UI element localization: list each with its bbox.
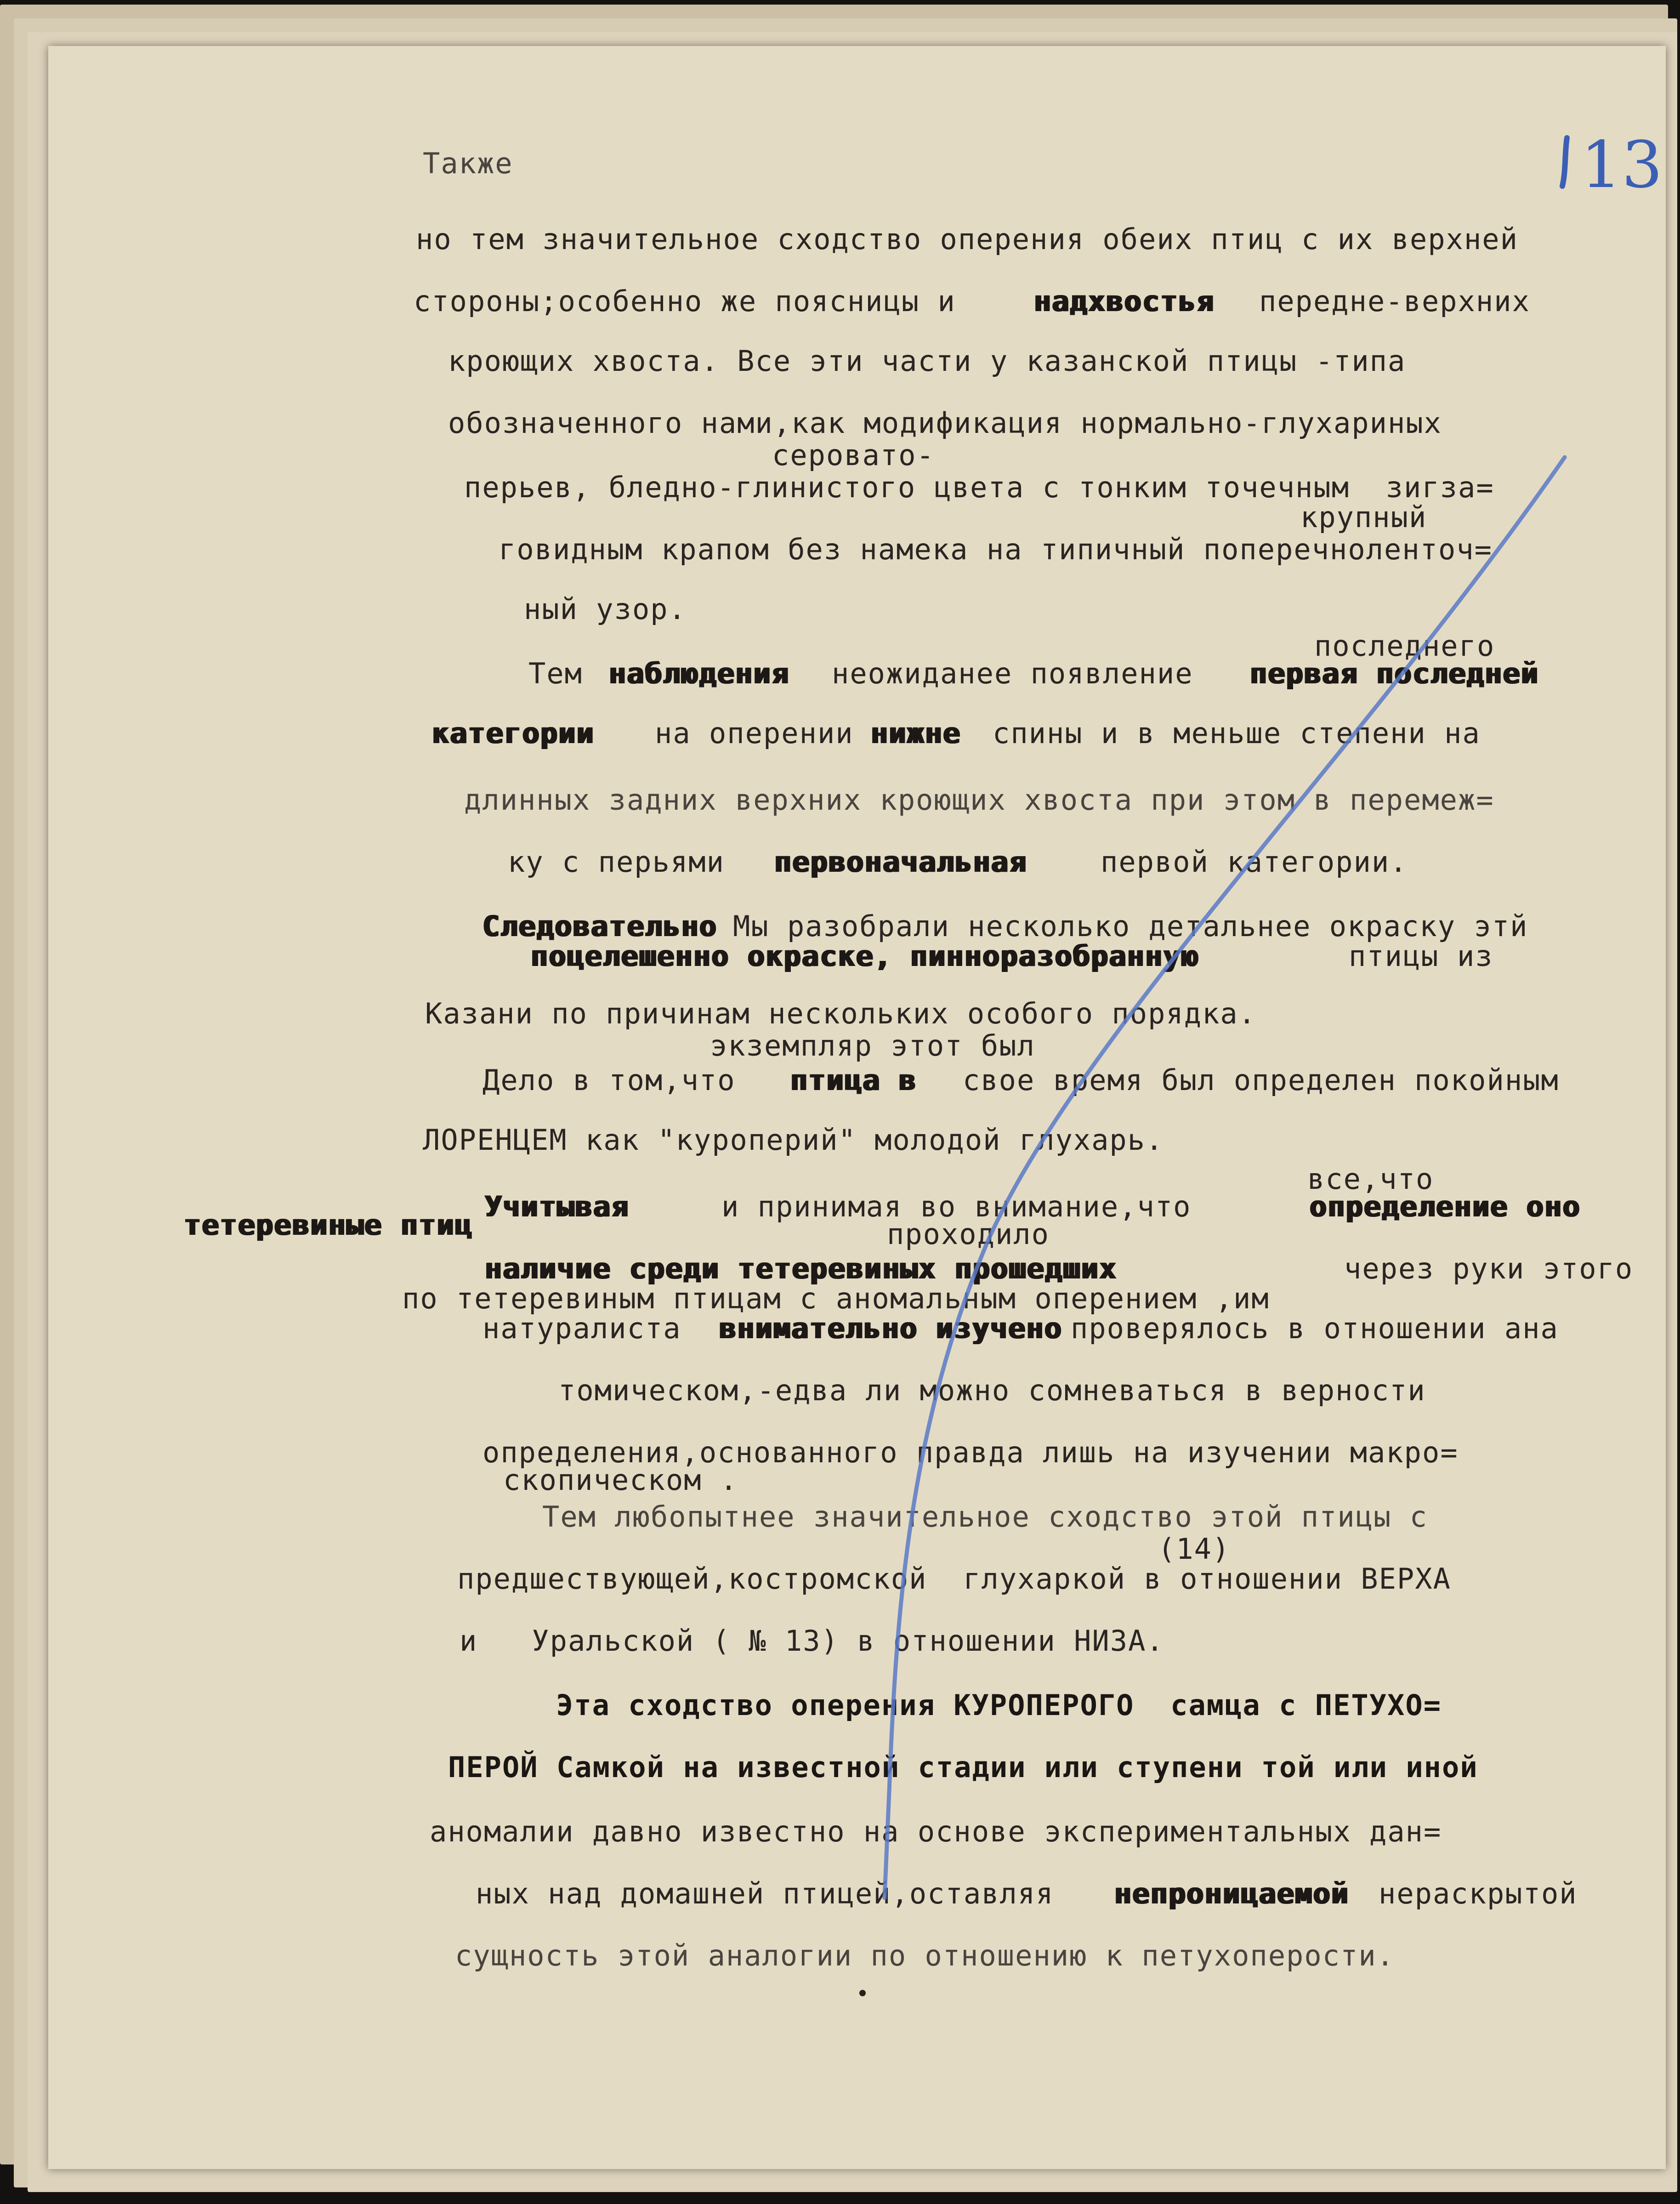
text-line-17: ЛОРЕНЦЕМ как "куроперий" молодой глухарь. bbox=[423, 1123, 1164, 1157]
insert-line-15: экземпляр этот был bbox=[710, 1029, 1035, 1062]
text-line-6: перьев, бледно-глинистого цвета с тонким точечным зигза= bbox=[464, 471, 1494, 504]
text-line-28: аномалии давно известно на основе экспериментальных дан= bbox=[430, 1815, 1442, 1848]
struck-word-9b: первая последней bbox=[1250, 657, 1539, 690]
text-line-20b: проверялось в отношении ана bbox=[1071, 1312, 1559, 1345]
folio-number: 13 bbox=[1581, 128, 1663, 203]
text-line-7: говидным крапом без намека на типичный поперечноленточ= bbox=[499, 533, 1493, 566]
text-line-23: Тем любопытнее значительное сходство этой птицы с bbox=[542, 1500, 1428, 1534]
text-line-2: но тем значительное сходство оперения обеих птиц с их верхней bbox=[416, 222, 1518, 256]
text-line-1: Также bbox=[423, 147, 513, 180]
text-line-27: ПЕРОЙ Самкой на известной стадии или ступени той или иной bbox=[448, 1750, 1478, 1784]
struck-word-18c: определение оно bbox=[1310, 1190, 1581, 1223]
struck-word-18a: Учитывая bbox=[485, 1190, 630, 1223]
text-line-19c: через руки этого bbox=[1344, 1252, 1634, 1285]
text-line-13b: Мы разобрали несколько детальнее окраску этй bbox=[733, 909, 1528, 943]
text-line-21: томическом,-едва ли можно сомневаться в верности bbox=[558, 1374, 1426, 1407]
text-line-26: Эта сходство оперения КУРОПЕРОГО самца с ПЕТУХО= bbox=[556, 1688, 1442, 1722]
text-line-4: кроющих хвоста. Все эти части у казанской птицы -типа bbox=[448, 344, 1406, 378]
text-line-20a: натуралиста bbox=[482, 1312, 681, 1345]
text-line-12b: первой категории. bbox=[1101, 845, 1408, 879]
insert-line-22: скопическом . bbox=[503, 1463, 738, 1497]
text-line-18b: и принимая во внимание,что bbox=[721, 1190, 1192, 1223]
insert-line-9: последнего bbox=[1314, 629, 1495, 663]
text-line-9a: Тем bbox=[528, 657, 583, 690]
struck-word-12: первоначальная bbox=[774, 845, 1027, 879]
struck-word-10a: категории bbox=[432, 716, 595, 750]
struck-margin-note: тетеревиные птиц bbox=[184, 1208, 473, 1242]
struck-line-14: поцелешенно окраске, пинноразобранную bbox=[531, 939, 1200, 973]
struck-word-29: непроницаемой bbox=[1114, 1877, 1350, 1910]
struck-word-16: птица в bbox=[790, 1063, 917, 1097]
text-line-10c: спины и в меньше степени на bbox=[993, 716, 1481, 750]
insert-line-6: крупный bbox=[1300, 500, 1427, 534]
struck-line-19: наличие среди тетеревиных прошедших bbox=[485, 1252, 1118, 1285]
text-line-25: и Уральской ( № 13) в отношении НИЗА. bbox=[460, 1624, 1164, 1658]
text-line-11: длинных задних верхних кроющих хвоста при этом в перемеж= bbox=[464, 783, 1494, 817]
insert-line-23: (14) bbox=[1158, 1532, 1231, 1566]
text-line-8: ный узор. bbox=[524, 592, 687, 626]
struck-word-13: Следовательно bbox=[482, 909, 718, 943]
text-line-9b: неожиданее появление bbox=[832, 657, 1193, 690]
text-line-29b: нераскрытой bbox=[1379, 1877, 1578, 1910]
text-line-3: стороны;особенно же поясницы и bbox=[414, 284, 956, 318]
text-line-5: обозначенного нами,как модификация нормально-глухариных bbox=[448, 406, 1442, 440]
struck-word-9a: наблюдения bbox=[609, 657, 790, 690]
struck-word-20: внимательно изучено bbox=[719, 1312, 1063, 1345]
text-line-14b: птицы из bbox=[1349, 939, 1493, 973]
text-line-22: определения,основанного правда лишь на изучении макро= bbox=[482, 1436, 1459, 1469]
text-line-29a: ных над домашней птицей,оставляя bbox=[476, 1877, 1054, 1910]
struck-word-3: надхвостья bbox=[1034, 284, 1215, 318]
text-line-15: Казани по причинам нескольких особого порядка. bbox=[425, 997, 1257, 1030]
text-line-12a: ку с перьями bbox=[508, 845, 725, 879]
text-line-3b: передне-верхних bbox=[1259, 284, 1530, 318]
insert-line-5: серовато- bbox=[772, 438, 935, 472]
insert-line-19: по тетеревиным птицам с аномальным оперением ,им bbox=[402, 1282, 1270, 1315]
insert-line-18: проходило bbox=[887, 1217, 1050, 1251]
text-line-24: предшествующей,костромской глухаркой в отношении ВЕРХА bbox=[457, 1562, 1451, 1596]
text-line-30: сущность этой аналогии по отношению к петухоперости. bbox=[455, 1939, 1395, 1972]
ink-dot bbox=[859, 1990, 866, 1996]
text-line-16a: Дело в том,что bbox=[482, 1063, 736, 1097]
text-line-16b: свое время был определен покойным bbox=[963, 1063, 1559, 1097]
struck-word-10b: нижне bbox=[871, 716, 961, 750]
text-line-10b: на оперении bbox=[655, 716, 854, 750]
insert-line-17: все,что bbox=[1307, 1162, 1434, 1196]
